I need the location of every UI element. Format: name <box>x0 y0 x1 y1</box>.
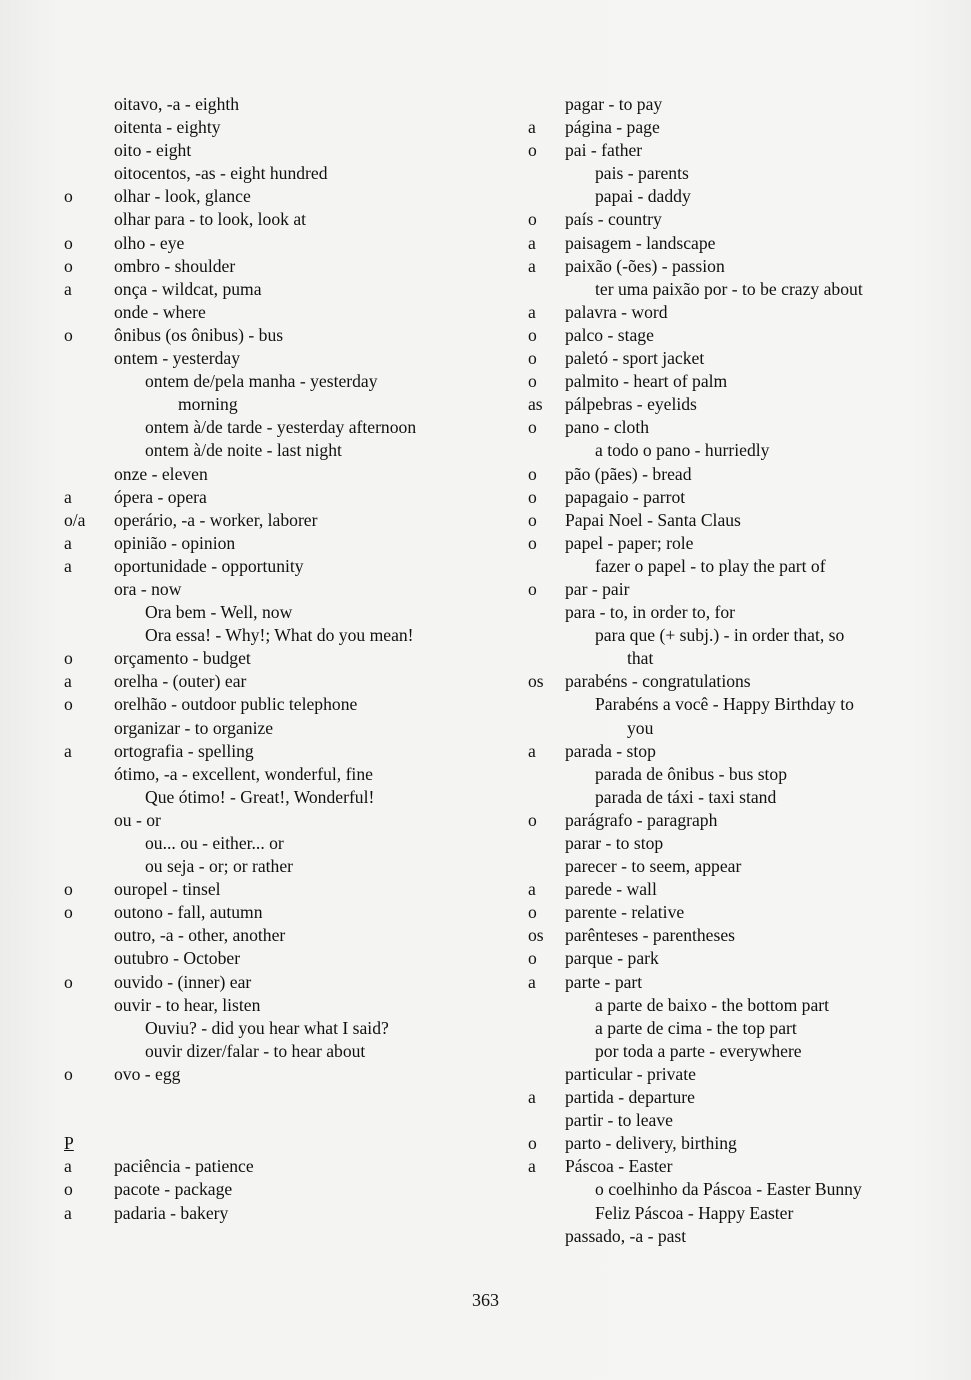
entry-line <box>0 601 480 624</box>
entry-line <box>0 717 480 740</box>
entry-line <box>0 740 480 763</box>
entry-line <box>490 255 960 278</box>
entry-line <box>0 532 480 555</box>
entry-line <box>0 208 480 231</box>
entry-line <box>490 1225 960 1248</box>
entry-line <box>0 324 480 347</box>
entry-line <box>0 93 480 116</box>
entry-article: as <box>528 394 543 415</box>
entry-text: palco - stage <box>565 324 654 345</box>
entry-text: Páscoa - Easter <box>565 1156 673 1177</box>
entry-line <box>490 647 960 670</box>
entry-text: a parte de cima - the top part <box>595 1017 797 1038</box>
entry-article: o <box>528 417 537 438</box>
entry-article: a <box>64 532 72 553</box>
entry-article: o <box>528 902 537 923</box>
entry-article: o <box>64 255 73 276</box>
entry-text: oportunidade - opportunity <box>114 555 304 576</box>
entry-line <box>0 555 480 578</box>
section-letter: P <box>64 1133 74 1154</box>
entry-text: parede - wall <box>565 879 657 900</box>
entry-line <box>0 670 480 693</box>
entry-line <box>490 1155 960 1178</box>
entry-text: parar - to stop <box>565 833 664 853</box>
entry-line <box>0 1086 480 1109</box>
entry-text: paisagem - landscape <box>565 232 716 253</box>
entry-line <box>490 162 960 185</box>
entry-line <box>490 578 960 601</box>
entry-text: partida - departure <box>565 1087 695 1108</box>
entry-text: pais - parents <box>595 163 689 184</box>
entry-article: a <box>64 1156 72 1177</box>
entry-text: Ouviu? - did you hear what I said? <box>145 1017 389 1038</box>
entry-text: you <box>627 717 654 738</box>
entry-line <box>0 994 480 1017</box>
entry-article: a <box>528 1087 536 1108</box>
entry-article: o <box>528 463 537 484</box>
entry-line <box>490 901 960 924</box>
entry-line <box>0 370 480 393</box>
entry-text: parada de táxi - taxi stand <box>595 786 777 807</box>
entry-text: olho - eye <box>114 232 185 253</box>
entry-line <box>0 139 480 162</box>
entry-article: o <box>64 1179 73 1200</box>
entry-article: o <box>64 232 73 253</box>
entry-text: passado, -a - past <box>565 1225 687 1246</box>
entry-line <box>490 947 960 970</box>
entry-text: parada de ônibus - bus stop <box>595 763 788 784</box>
entry-line <box>0 1155 480 1178</box>
entry-line <box>490 1017 960 1040</box>
entry-line <box>490 855 960 878</box>
entry-line <box>490 832 960 855</box>
entry-text: a todo o pano - hurriedly <box>595 440 770 461</box>
entry-text: ou - or <box>114 809 161 830</box>
entry-line <box>490 717 960 740</box>
entry-text: parente - relative <box>565 902 685 923</box>
entry-line <box>0 1063 480 1086</box>
entry-text: por toda a parte - everywhere <box>595 1040 802 1061</box>
entry-text: oitocentos, -as - eight hundred <box>114 163 328 184</box>
entry-article: a <box>528 879 536 900</box>
entry-text: ônibus (os ônibus) - bus <box>114 324 284 345</box>
entry-line <box>490 93 960 116</box>
entry-line <box>490 670 960 693</box>
entry-text: onde - where <box>114 301 206 322</box>
entry-text: pai - father <box>565 140 643 161</box>
entry-line <box>490 439 960 462</box>
entry-line <box>490 693 960 716</box>
entry-text: fazer o papel - to play the part of <box>595 555 826 576</box>
entry-line <box>490 878 960 901</box>
entry-text: parágrafo - paragraph <box>565 809 718 830</box>
entry-article: o <box>528 578 537 599</box>
entry-text: Ora bem - Well, now <box>145 602 293 623</box>
entry-article: o <box>64 694 73 715</box>
entry-article: a <box>64 1202 72 1223</box>
entry-line <box>490 278 960 301</box>
entry-text: paixão (-ões) - passion <box>565 255 725 276</box>
entry-text: partir - to leave <box>565 1110 673 1131</box>
entry-line <box>490 301 960 324</box>
entry-text: organizar - to organize <box>114 717 274 738</box>
section-heading <box>0 1132 480 1155</box>
entry-line <box>0 1202 480 1225</box>
entry-text: particular - private <box>565 1063 696 1084</box>
entry-text: ouvir dizer/falar - to hear about <box>145 1040 366 1061</box>
entry-text: onze - eleven <box>114 463 208 484</box>
entry-line <box>0 878 480 901</box>
entry-line <box>490 324 960 347</box>
entry-text: ombro - shoulder <box>114 255 236 276</box>
entry-line <box>0 162 480 185</box>
entry-article: a <box>64 486 72 507</box>
entry-text: ter uma paixão por - to be crazy about <box>595 278 863 299</box>
entry-line <box>0 116 480 139</box>
entry-text: outono - fall, autumn <box>114 902 263 923</box>
entry-line <box>0 232 480 255</box>
entry-text: papagaio - parrot <box>565 486 686 507</box>
entry-article: o <box>528 348 537 369</box>
entry-line <box>490 509 960 532</box>
entry-text: a parte de baixo - the bottom part <box>595 994 830 1015</box>
left-column <box>0 93 480 1225</box>
entry-article: os <box>528 671 544 692</box>
entry-article: o <box>64 648 73 669</box>
entry-text: operário, -a - worker, laborer <box>114 509 318 530</box>
entry-article: a <box>64 555 72 576</box>
entry-text: Ora essa! - Why!; What do you mean! <box>145 625 414 646</box>
entry-line <box>490 924 960 947</box>
entry-article: o <box>64 879 73 900</box>
entry-article: a <box>64 278 72 299</box>
entry-text: parabéns - congratulations <box>565 671 751 692</box>
entry-line <box>490 809 960 832</box>
entry-line <box>490 1109 960 1132</box>
entry-line <box>0 924 480 947</box>
entry-line <box>490 347 960 370</box>
entry-article: a <box>528 740 536 761</box>
entry-line <box>0 509 480 532</box>
entry-line <box>0 693 480 716</box>
entry-text: Papai Noel - Santa Claus <box>565 509 741 530</box>
entry-text: opinião - opinion <box>114 532 236 553</box>
entry-text: ortografia - spelling <box>114 740 254 761</box>
entry-text: oitavo, -a - eighth <box>114 94 240 114</box>
entry-article: a <box>528 255 536 276</box>
entry-text: ontem - yesterday <box>114 348 241 369</box>
entry-line <box>0 1017 480 1040</box>
entry-line <box>0 763 480 786</box>
entry-text: morning <box>178 394 238 415</box>
entry-article: o <box>64 324 73 345</box>
entry-line <box>0 439 480 462</box>
entry-line <box>490 185 960 208</box>
entry-text: ópera - opera <box>114 486 207 507</box>
entry-text: o coelhinho da Páscoa - Easter Bunny <box>595 1179 862 1200</box>
entry-text: ouropel - tinsel <box>114 879 221 900</box>
entry-text: paletó - sport jacket <box>565 348 705 369</box>
entry-text: orelha - (outer) ear <box>114 671 247 692</box>
entry-line <box>0 786 480 809</box>
entry-line <box>0 301 480 324</box>
entry-text: Parabéns a você - Happy Birthday to <box>595 694 854 715</box>
entry-line <box>0 416 480 439</box>
entry-article: o <box>64 1063 73 1084</box>
entry-article: a <box>528 971 536 992</box>
entry-article: o <box>528 371 537 392</box>
entry-article: a <box>64 740 72 761</box>
entry-text: olhar - look, glance <box>114 186 251 207</box>
right-column <box>490 93 960 1248</box>
entry-line <box>0 1109 480 1132</box>
entry-text: para que (+ subj.) - in order that, so <box>595 625 845 646</box>
entry-text: pano - cloth <box>565 417 650 438</box>
entry-text: ouvir - to hear, listen <box>114 994 261 1015</box>
entry-line <box>0 1178 480 1201</box>
entry-article: a <box>528 117 536 138</box>
entry-line <box>490 486 960 509</box>
entry-text: ontem à/de tarde - yesterday afternoon <box>145 417 417 438</box>
entry-text: parecer - to seem, appear <box>565 856 742 877</box>
entry-line <box>490 555 960 578</box>
page-number: 363 <box>472 1290 499 1310</box>
entry-text: ontem à/de noite - last night <box>145 440 342 461</box>
entry-article: a <box>528 1156 536 1177</box>
entry-line <box>490 994 960 1017</box>
entry-text: para - to, in order to, for <box>565 602 736 623</box>
entry-text: onça - wildcat, puma <box>114 278 262 299</box>
entry-line <box>0 278 480 301</box>
entry-line <box>490 1178 960 1201</box>
entry-line <box>0 971 480 994</box>
entry-line <box>0 624 480 647</box>
entry-line <box>490 786 960 809</box>
entry-text: parto - delivery, birthing <box>565 1133 737 1154</box>
entry-line <box>490 116 960 139</box>
entry-text: ouvido - (inner) ear <box>114 971 252 992</box>
entry-line <box>0 393 480 416</box>
entry-line <box>0 901 480 924</box>
entry-line <box>0 809 480 832</box>
entry-text: pálpebras - eyelids <box>565 394 697 415</box>
entry-line <box>490 463 960 486</box>
entry-text: ora - now <box>114 578 182 599</box>
entry-line <box>0 347 480 370</box>
entry-line <box>490 1040 960 1063</box>
entry-text: ou seja - or; or rather <box>145 856 294 877</box>
entry-line <box>490 971 960 994</box>
entry-text: pacote - package <box>114 1179 233 1200</box>
entry-text: olhar para - to look, look at <box>114 209 307 230</box>
entry-text: outubro - October <box>114 948 241 969</box>
entry-text: outro, -a - other, another <box>114 925 286 946</box>
entry-text: papel - paper; role <box>565 532 694 553</box>
entry-article: a <box>528 232 536 253</box>
entry-article: o <box>528 948 537 969</box>
entry-text: parada - stop <box>565 740 656 761</box>
entry-text: Feliz Páscoa - Happy Easter <box>595 1202 794 1223</box>
entry-line <box>490 740 960 763</box>
entry-text: palmito - heart of palm <box>565 371 728 392</box>
entry-article: o <box>64 971 73 992</box>
entry-article: o <box>528 1133 537 1154</box>
entry-line <box>0 947 480 970</box>
entry-text: padaria - bakery <box>114 1202 229 1223</box>
entry-text: paciência - patience <box>114 1156 254 1177</box>
entry-article: o/a <box>64 509 86 530</box>
entry-line <box>490 393 960 416</box>
entry-text: papai - daddy <box>595 186 691 207</box>
entry-text: palavra - word <box>565 301 668 322</box>
entry-article: o <box>528 809 537 830</box>
entry-line <box>0 1040 480 1063</box>
entry-line <box>490 208 960 231</box>
entry-article: o <box>528 532 537 553</box>
entry-text: orelhão - outdoor public telephone <box>114 694 358 715</box>
entry-text: that <box>627 648 654 669</box>
entry-line <box>0 647 480 670</box>
entry-text: ontem de/pela manha - yesterday <box>145 371 378 392</box>
entry-line <box>0 255 480 278</box>
entry-article: o <box>528 209 537 230</box>
entry-text: Que ótimo! - Great!, Wonderful! <box>145 786 375 807</box>
entry-line <box>490 624 960 647</box>
entry-article: os <box>528 925 544 946</box>
entry-article: o <box>64 902 73 923</box>
entry-text: oitenta - eighty <box>114 117 221 138</box>
entry-text: ótimo, -a - excellent, wonderful, fine <box>114 763 373 784</box>
entry-line <box>490 1086 960 1109</box>
entry-text: oito - eight <box>114 140 192 161</box>
entry-line <box>490 532 960 555</box>
entry-text: parte - part <box>565 971 643 992</box>
entry-article: o <box>64 186 73 207</box>
entry-line <box>490 370 960 393</box>
entry-line <box>0 578 480 601</box>
entry-line <box>0 463 480 486</box>
entry-line <box>490 232 960 255</box>
entry-text: orçamento - budget <box>114 648 251 669</box>
entry-line <box>490 416 960 439</box>
entry-article: o <box>528 486 537 507</box>
entry-article: a <box>64 671 72 692</box>
entry-text: parênteses - parentheses <box>565 925 735 946</box>
entry-line <box>0 185 480 208</box>
entry-text: pagar - to pay <box>565 94 663 114</box>
entry-line <box>490 139 960 162</box>
entry-text: ou... ou - either... or <box>145 833 284 853</box>
entry-line <box>490 1202 960 1225</box>
entry-line <box>490 763 960 786</box>
entry-text: ovo - egg <box>114 1063 181 1084</box>
entry-line <box>0 855 480 878</box>
entry-text: parque - park <box>565 948 659 969</box>
entry-line <box>0 486 480 509</box>
entry-text: pão (pães) - bread <box>565 463 692 484</box>
entry-text: par - pair <box>565 578 630 599</box>
entry-article: o <box>528 140 537 161</box>
entry-article: a <box>528 301 536 322</box>
entry-line <box>490 601 960 624</box>
entry-article: o <box>528 324 537 345</box>
entry-line <box>490 1063 960 1086</box>
entry-text: página - page <box>565 117 660 138</box>
entry-article: o <box>528 509 537 530</box>
entry-line <box>490 1132 960 1155</box>
entry-text: país - country <box>565 209 662 230</box>
entry-line <box>0 832 480 855</box>
